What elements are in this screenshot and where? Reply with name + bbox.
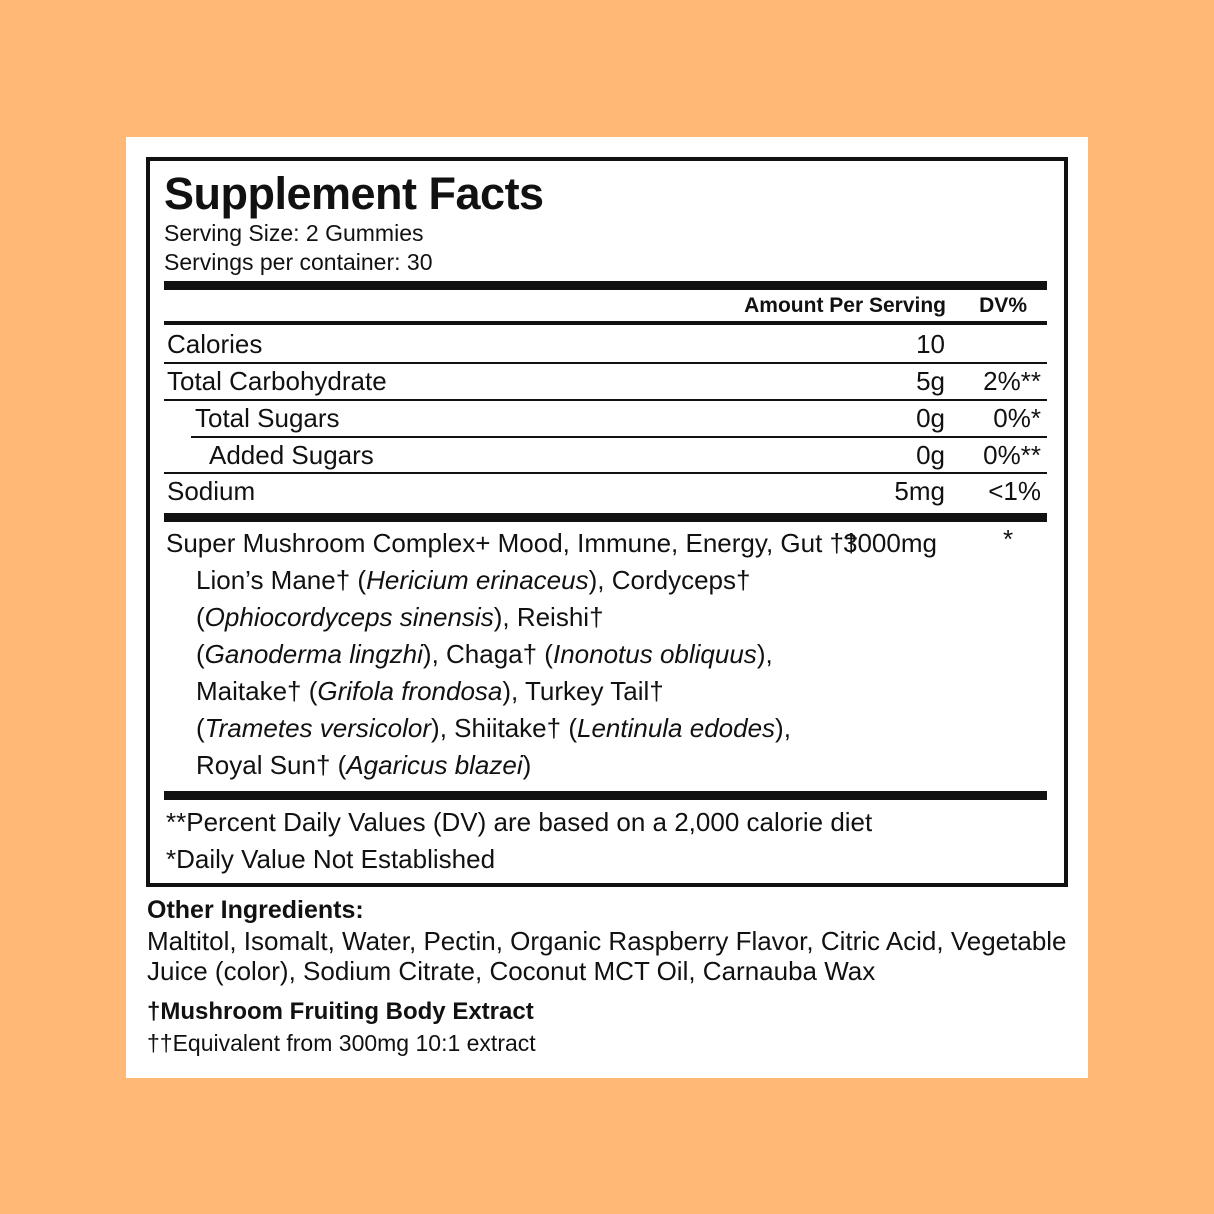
blend-ingredient-line [166, 747, 1046, 784]
ingredient-text: ( [196, 602, 205, 632]
serving-size: Serving Size: 2 Gummies [164, 220, 424, 246]
ingredient-text: Lion’s Mane† ( [196, 565, 367, 595]
nutrient-dv: 0%* [993, 403, 1041, 433]
nutrient-dv: <1% [988, 476, 1041, 506]
species-name: Lentinula edodes [576, 713, 776, 743]
footnote-not-established: *Daily Value Not Established [166, 844, 496, 874]
nutrient-name: Calories [167, 329, 263, 359]
header-rule [164, 321, 1047, 325]
species-name: Hericium erinaceus [366, 565, 589, 595]
nutrient-row-total-carbohydrate [164, 363, 1047, 399]
ingredient-text: ), Shiitake† ( [431, 713, 577, 743]
blend-ingredient-line [166, 599, 1046, 636]
nutrient-name: Sodium [167, 476, 256, 506]
nutrient-amount: 0g [916, 403, 945, 433]
blend-amount: 3000mg [843, 528, 937, 558]
ingredient-text: ) [522, 750, 532, 780]
nutrient-amount: 5g [916, 366, 945, 396]
panel-title: Supplement Facts [164, 168, 544, 219]
ingredient-text: ( [196, 639, 205, 669]
nutrient-name: Total Sugars [195, 403, 340, 433]
servings-per-container: Servings per container: 30 [164, 249, 433, 275]
double-dagger-note: ††Equivalent from 300mg 10:1 extract [147, 1030, 536, 1056]
header-dv: DV% [979, 294, 1027, 317]
nutrient-name: Total Carbohydrate [167, 366, 387, 396]
label-card [126, 137, 1088, 1078]
nutrient-name: Added Sugars [209, 440, 374, 470]
other-ingredients-heading: Other Ingredients: [147, 896, 364, 924]
nutrient-row-added-sugars [164, 437, 1047, 473]
thick-rule-middle [164, 513, 1047, 522]
species-name: Trametes versicolor [204, 713, 432, 743]
nutrient-amount: 0g [916, 440, 945, 470]
species-name: Grifola frondosa [317, 676, 503, 706]
nutrient-row-sodium [164, 473, 1047, 509]
nutrient-amount: 10 [916, 329, 945, 359]
other-ingredients-text: Maltitol, Isomalt, Water, Pectin, Organic Raspberry Flavor, Citric Acid, Vegetable Juice (color), Sodium Citrate, Coconut MCT Oil, Carnauba Wax [147, 926, 1067, 986]
header-amount: Amount Per Serving [744, 294, 946, 317]
blend-dv: * [1003, 524, 1014, 554]
mushroom-blend [166, 525, 1046, 784]
species-name: Ophiocordyceps sinensis [204, 602, 494, 632]
ingredient-text: ), [756, 639, 773, 669]
nutrient-amount: 5mg [894, 476, 945, 506]
species-name: Ganoderma lingzhi [204, 639, 423, 669]
blend-ingredients [166, 562, 1046, 784]
ingredient-text: ), [775, 713, 791, 743]
blend-ingredient-line [166, 710, 1046, 747]
ingredient-text: Royal Sun† ( [196, 750, 347, 780]
ingredient-text: ), Turkey Tail† [502, 676, 664, 706]
ingredient-text: ), Chaga† ( [422, 639, 553, 669]
nutrient-dv: 0%** [983, 440, 1041, 470]
ingredient-text: ), Cordyceps† [588, 565, 751, 595]
species-name: Agaricus blazei [346, 750, 523, 780]
nutrient-row-calories [164, 326, 1047, 362]
nutrient-row-total-sugars [164, 400, 1047, 436]
blend-ingredient-line [166, 636, 1046, 673]
blend-ingredient-line [166, 562, 1046, 599]
footnote-dv: **Percent Daily Values (DV) are based on a 2,000 calorie diet [166, 807, 873, 837]
supplement-facts-panel [146, 157, 1068, 887]
dagger-note: †Mushroom Fruiting Body Extract [147, 998, 534, 1025]
thick-rule-top [164, 281, 1047, 290]
blend-ingredient-line [166, 673, 1046, 710]
nutrient-dv: 2%** [983, 366, 1041, 396]
thick-rule-bottom [164, 791, 1047, 800]
blend-name: Super Mushroom Complex+ Mood, Immune, Energy, Gut †† [166, 528, 859, 558]
species-name: Inonotus obliquus [552, 639, 757, 669]
ingredient-text: Maitake† ( [196, 676, 318, 706]
ingredient-text: ( [196, 713, 205, 743]
ingredient-text: ), Reishi† [493, 602, 604, 632]
